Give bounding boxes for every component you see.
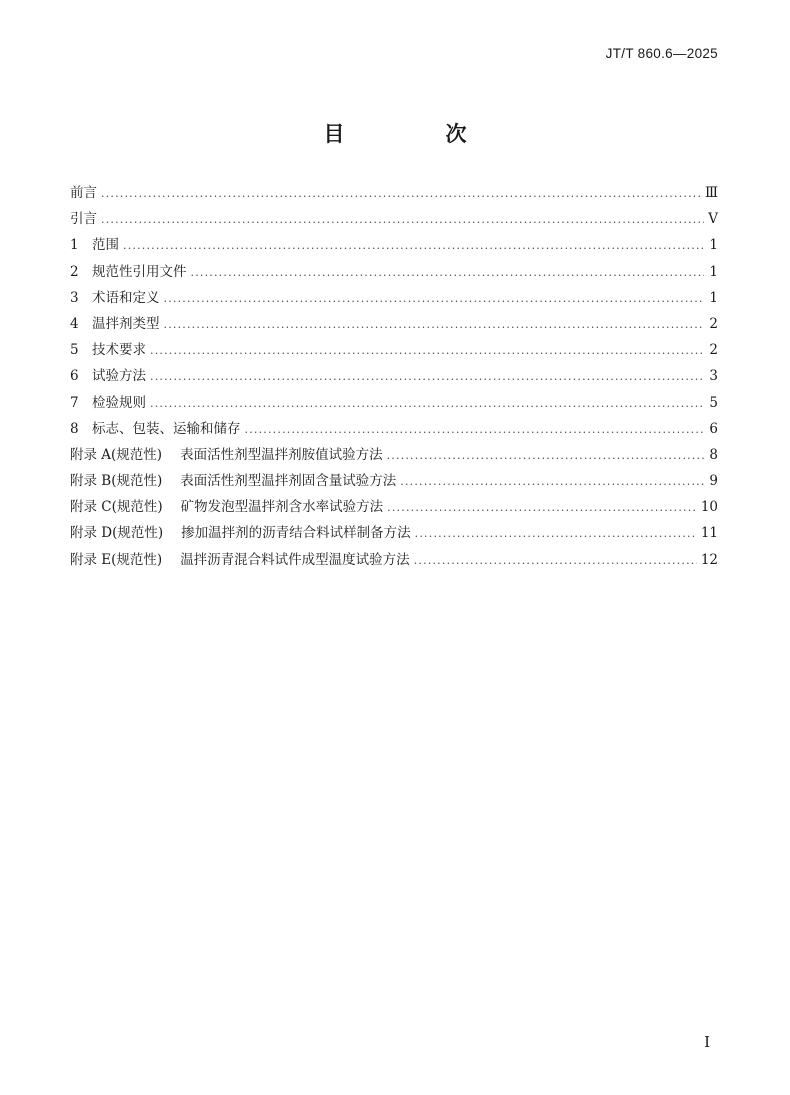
toc-entry-label: 标志、包装、运输和储存 — [92, 420, 241, 437]
toc-entry-page: 1 — [709, 237, 718, 254]
toc-entry[interactable] — [70, 312, 718, 338]
toc-entry-label: 规范性引用文件 — [92, 263, 187, 280]
toc-entry-number: 8 — [70, 420, 79, 437]
toc-entry[interactable] — [70, 469, 718, 495]
standard-code: JT/T 860.6—2025 — [605, 46, 718, 61]
toc-entry-label: 技术要求 — [92, 342, 146, 359]
toc-entry-label: 矿物发泡型温拌剂含水率试验方法 — [180, 499, 384, 516]
toc-entry[interactable] — [70, 260, 718, 286]
toc-entry-label: 掺加温拌剂的沥青结合料试样制备方法 — [181, 525, 411, 542]
toc-leader-dots — [150, 344, 704, 357]
toc-entry-appendix: 附录 A(规范性) — [70, 446, 163, 463]
toc-entry[interactable] — [70, 391, 718, 417]
toc-entry-number: 5 — [70, 342, 79, 359]
toc-entry[interactable] — [70, 417, 718, 443]
toc-entry-page: 2 — [709, 315, 718, 332]
toc-entry-number: 2 — [70, 263, 79, 280]
toc-entry-appendix: 附录 C(规范性) — [70, 499, 163, 516]
toc-entry-page: 3 — [709, 368, 718, 385]
toc-leader-dots — [400, 475, 704, 488]
toc-entry-label: 术语和定义 — [92, 289, 160, 306]
toc-leader-dots — [415, 527, 697, 540]
toc-entry-page: Ⅴ — [708, 211, 718, 228]
toc-entry-page: 8 — [709, 446, 718, 463]
toc-leader-dots — [101, 213, 704, 226]
toc-entry-number: 1 — [70, 237, 79, 254]
toc-entry-label: 前言 — [70, 185, 97, 201]
toc-leader-dots — [123, 239, 704, 252]
toc-entry-appendix: 附录 E(规范性) — [70, 551, 163, 568]
toc-leader-dots — [101, 187, 701, 200]
toc-entry-number: 3 — [70, 289, 79, 306]
toc-leader-dots — [150, 370, 704, 383]
toc-entry[interactable] — [70, 181, 718, 207]
toc-entry[interactable] — [70, 495, 718, 521]
toc-entry[interactable] — [70, 233, 718, 259]
page-folio: Ⅰ — [704, 1033, 710, 1051]
toc-entry-appendix: 附录 B(规范性) — [70, 473, 163, 490]
toc-entry-number: 7 — [70, 394, 79, 411]
toc-entry-page: 2 — [709, 342, 718, 359]
table-of-contents — [70, 181, 718, 574]
toc-entry-page: 12 — [700, 551, 718, 568]
toc-entry-number: 4 — [70, 315, 79, 332]
toc-leader-dots — [150, 397, 704, 410]
toc-entry[interactable] — [70, 286, 718, 312]
toc-entry[interactable] — [70, 548, 718, 574]
toc-entry[interactable] — [70, 443, 718, 469]
toc-entry-label: 引言 — [70, 211, 97, 228]
toc-leader-dots — [387, 501, 697, 514]
page-title: 目 次 — [323, 121, 507, 146]
toc-entry-page: 1 — [709, 289, 718, 306]
toc-entry-label: 表面活性剂型温拌剂固含量试验方法 — [180, 473, 397, 490]
toc-entry-page: 5 — [709, 394, 718, 411]
toc-entry-page: 11 — [700, 525, 718, 542]
toc-entry-number: 6 — [70, 368, 79, 385]
toc-leader-dots — [164, 318, 705, 331]
toc-leader-dots — [164, 292, 705, 305]
toc-entry[interactable] — [70, 338, 718, 364]
toc-entry-label: 温拌沥青混合料试件成型温度试验方法 — [180, 551, 410, 568]
toc-entry-appendix: 附录 D(规范性) — [70, 525, 164, 542]
toc-leader-dots — [414, 554, 697, 567]
toc-entry-label: 范围 — [92, 237, 119, 254]
toc-entry-label: 试验方法 — [92, 368, 146, 385]
toc-entry-page: 6 — [709, 420, 718, 437]
toc-entry[interactable] — [70, 207, 718, 233]
toc-entry-page: 9 — [709, 473, 718, 490]
toc-entry-page: 1 — [709, 263, 718, 280]
toc-entry-label: 表面活性剂型温拌剂胺值试验方法 — [180, 446, 383, 463]
toc-entry-page: Ⅲ — [704, 185, 718, 201]
toc-entry-label: 检验规则 — [92, 394, 146, 411]
toc-leader-dots — [387, 449, 704, 462]
toc-entry-page: 10 — [700, 499, 718, 516]
toc-leader-dots — [245, 423, 705, 436]
toc-leader-dots — [191, 266, 705, 279]
toc-entry[interactable] — [70, 364, 718, 390]
toc-entry-label: 温拌剂类型 — [92, 315, 160, 332]
toc-entry[interactable] — [70, 521, 718, 547]
